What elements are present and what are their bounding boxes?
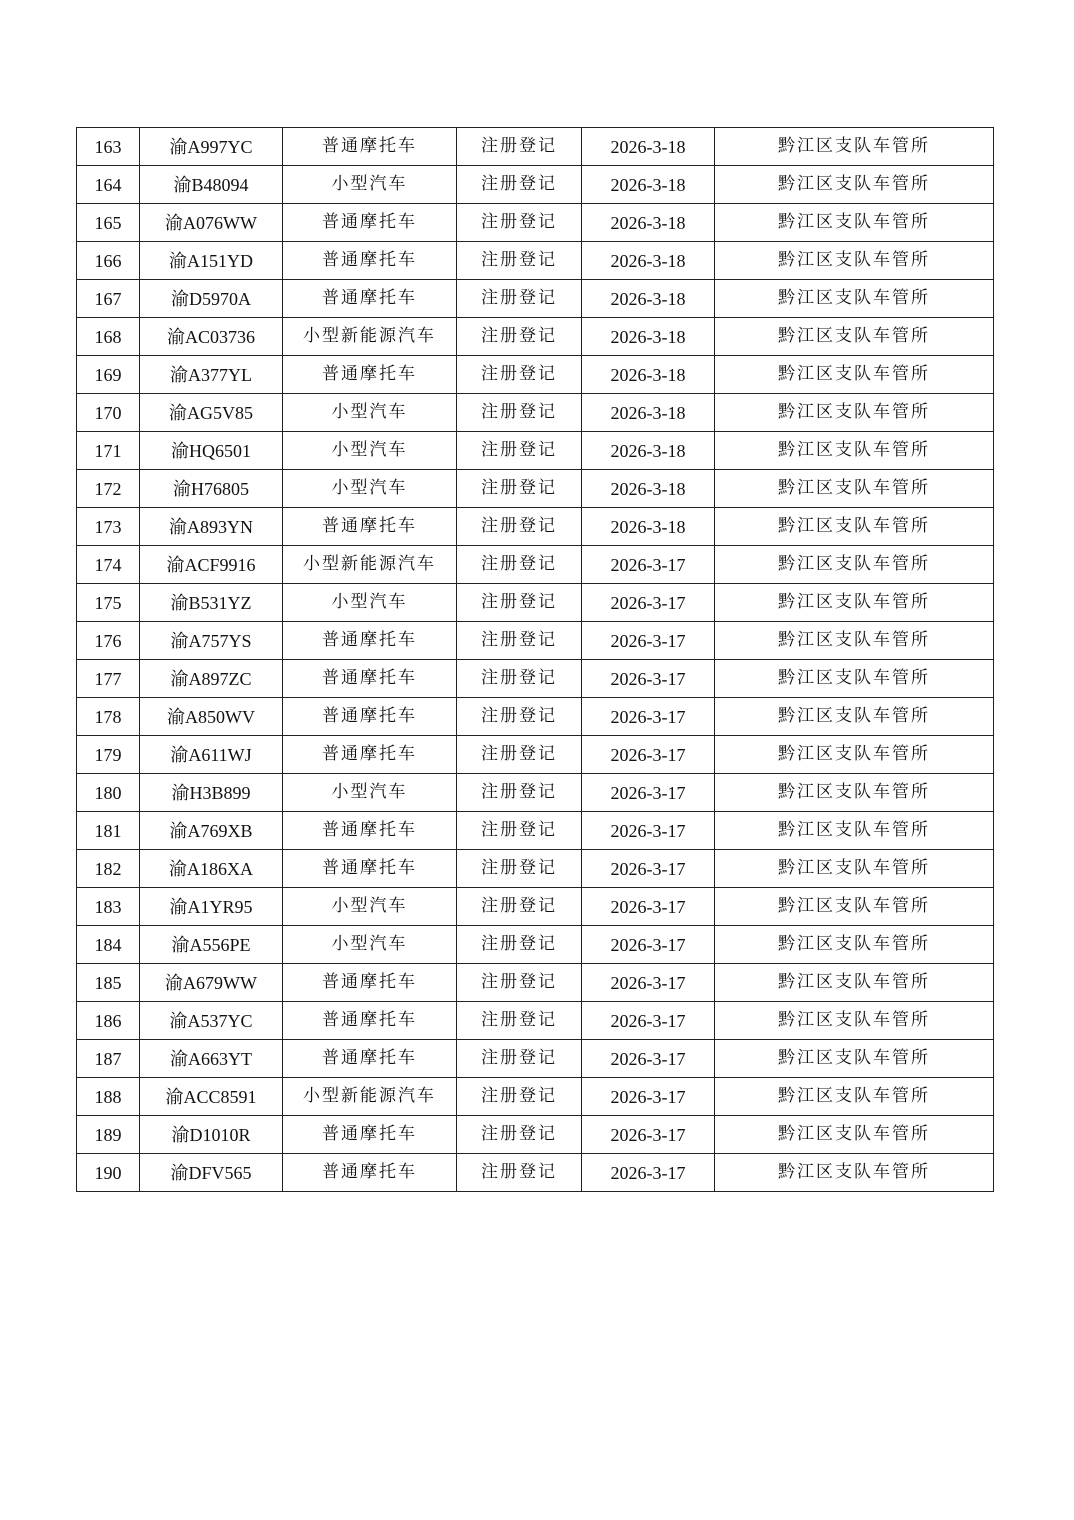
office-cell: 黔江区支队车管所: [715, 432, 994, 470]
office-cell: 黔江区支队车管所: [715, 242, 994, 280]
business-type-cell: 注册登记: [457, 508, 582, 546]
row-number-cell: 166: [77, 242, 140, 280]
vehicle-type-cell: 普通摩托车: [283, 508, 457, 546]
business-type-cell: 注册登记: [457, 1078, 582, 1116]
plate-number-cell: 渝HQ6501: [140, 432, 283, 470]
row-number-cell: 188: [77, 1078, 140, 1116]
vehicle-type-cell: 普通摩托车: [283, 622, 457, 660]
date-cell: 2026-3-18: [582, 128, 715, 166]
vehicle-type-cell: 小型汽车: [283, 470, 457, 508]
table-row: [77, 128, 994, 166]
plate-number-cell: 渝AG5V85: [140, 394, 283, 432]
office-cell: 黔江区支队车管所: [715, 546, 994, 584]
date-cell: 2026-3-17: [582, 584, 715, 622]
office-cell: 黔江区支队车管所: [715, 470, 994, 508]
vehicle-type-cell: 普通摩托车: [283, 204, 457, 242]
plate-number-cell: 渝H76805: [140, 470, 283, 508]
vehicle-type-cell: 小型新能源汽车: [283, 318, 457, 356]
row-number-cell: 189: [77, 1116, 140, 1154]
date-cell: 2026-3-18: [582, 470, 715, 508]
business-type-cell: 注册登记: [457, 1116, 582, 1154]
vehicle-type-cell: 普通摩托车: [283, 1154, 457, 1192]
table-row: [77, 584, 994, 622]
row-number-cell: 182: [77, 850, 140, 888]
office-cell: 黔江区支队车管所: [715, 964, 994, 1002]
table-row: [77, 318, 994, 356]
vehicle-type-cell: 小型汽车: [283, 774, 457, 812]
office-cell: 黔江区支队车管所: [715, 926, 994, 964]
table-body: [77, 128, 994, 1192]
date-cell: 2026-3-18: [582, 166, 715, 204]
date-cell: 2026-3-18: [582, 432, 715, 470]
date-cell: 2026-3-17: [582, 1002, 715, 1040]
vehicle-type-cell: 普通摩托车: [283, 1002, 457, 1040]
office-cell: 黔江区支队车管所: [715, 660, 994, 698]
plate-number-cell: 渝A893YN: [140, 508, 283, 546]
vehicle-type-cell: 普通摩托车: [283, 850, 457, 888]
plate-number-cell: 渝D1010R: [140, 1116, 283, 1154]
vehicle-type-cell: 小型汽车: [283, 926, 457, 964]
business-type-cell: 注册登记: [457, 888, 582, 926]
vehicle-type-cell: 普通摩托车: [283, 1116, 457, 1154]
date-cell: 2026-3-17: [582, 812, 715, 850]
table-row: [77, 1154, 994, 1192]
table-row: [77, 964, 994, 1002]
plate-number-cell: 渝AC03736: [140, 318, 283, 356]
row-number-cell: 175: [77, 584, 140, 622]
row-number-cell: 167: [77, 280, 140, 318]
date-cell: 2026-3-18: [582, 242, 715, 280]
date-cell: 2026-3-18: [582, 394, 715, 432]
office-cell: 黔江区支队车管所: [715, 1002, 994, 1040]
office-cell: 黔江区支队车管所: [715, 166, 994, 204]
plate-number-cell: 渝A679WW: [140, 964, 283, 1002]
table-row: [77, 394, 994, 432]
vehicle-type-cell: 普通摩托车: [283, 736, 457, 774]
row-number-cell: 177: [77, 660, 140, 698]
date-cell: 2026-3-17: [582, 1040, 715, 1078]
office-cell: 黔江区支队车管所: [715, 128, 994, 166]
date-cell: 2026-3-17: [582, 926, 715, 964]
table-row: [77, 508, 994, 546]
row-number-cell: 171: [77, 432, 140, 470]
vehicle-registration-table: [76, 127, 994, 1192]
office-cell: 黔江区支队车管所: [715, 280, 994, 318]
vehicle-type-cell: 小型汽车: [283, 888, 457, 926]
plate-number-cell: 渝ACC8591: [140, 1078, 283, 1116]
row-number-cell: 184: [77, 926, 140, 964]
plate-number-cell: 渝A769XB: [140, 812, 283, 850]
table-row: [77, 660, 994, 698]
business-type-cell: 注册登记: [457, 204, 582, 242]
row-number-cell: 169: [77, 356, 140, 394]
office-cell: 黔江区支队车管所: [715, 394, 994, 432]
plate-number-cell: 渝A537YC: [140, 1002, 283, 1040]
table-row: [77, 242, 994, 280]
plate-number-cell: 渝D5970A: [140, 280, 283, 318]
date-cell: 2026-3-17: [582, 698, 715, 736]
office-cell: 黔江区支队车管所: [715, 204, 994, 242]
business-type-cell: 注册登记: [457, 128, 582, 166]
row-number-cell: 190: [77, 1154, 140, 1192]
vehicle-type-cell: 普通摩托车: [283, 242, 457, 280]
row-number-cell: 185: [77, 964, 140, 1002]
business-type-cell: 注册登记: [457, 1040, 582, 1078]
vehicle-type-cell: 普通摩托车: [283, 1040, 457, 1078]
table-row: [77, 546, 994, 584]
table-row: [77, 1040, 994, 1078]
table-row: [77, 622, 994, 660]
vehicle-type-cell: 普通摩托车: [283, 698, 457, 736]
date-cell: 2026-3-18: [582, 508, 715, 546]
row-number-cell: 183: [77, 888, 140, 926]
vehicle-type-cell: 小型汽车: [283, 166, 457, 204]
table-row: [77, 698, 994, 736]
row-number-cell: 163: [77, 128, 140, 166]
business-type-cell: 注册登记: [457, 774, 582, 812]
plate-number-cell: 渝A186XA: [140, 850, 283, 888]
date-cell: 2026-3-17: [582, 888, 715, 926]
plate-number-cell: 渝DFV565: [140, 1154, 283, 1192]
office-cell: 黔江区支队车管所: [715, 1040, 994, 1078]
plate-number-cell: 渝A757YS: [140, 622, 283, 660]
office-cell: 黔江区支队车管所: [715, 774, 994, 812]
business-type-cell: 注册登记: [457, 1002, 582, 1040]
date-cell: 2026-3-17: [582, 660, 715, 698]
business-type-cell: 注册登记: [457, 622, 582, 660]
table-row: [77, 888, 994, 926]
vehicle-type-cell: 小型汽车: [283, 432, 457, 470]
table-row: [77, 1002, 994, 1040]
table-row: [77, 736, 994, 774]
plate-number-cell: 渝A151YD: [140, 242, 283, 280]
office-cell: 黔江区支队车管所: [715, 1154, 994, 1192]
business-type-cell: 注册登记: [457, 698, 582, 736]
plate-number-cell: 渝A850WV: [140, 698, 283, 736]
business-type-cell: 注册登记: [457, 546, 582, 584]
vehicle-type-cell: 小型汽车: [283, 584, 457, 622]
business-type-cell: 注册登记: [457, 660, 582, 698]
office-cell: 黔江区支队车管所: [715, 584, 994, 622]
plate-number-cell: 渝A1YR95: [140, 888, 283, 926]
business-type-cell: 注册登记: [457, 1154, 582, 1192]
row-number-cell: 174: [77, 546, 140, 584]
table-row: [77, 926, 994, 964]
vehicle-type-cell: 小型新能源汽车: [283, 1078, 457, 1116]
table-row: [77, 1116, 994, 1154]
plate-number-cell: 渝B48094: [140, 166, 283, 204]
plate-number-cell: 渝B531YZ: [140, 584, 283, 622]
date-cell: 2026-3-17: [582, 546, 715, 584]
date-cell: 2026-3-17: [582, 964, 715, 1002]
vehicle-type-cell: 普通摩托车: [283, 280, 457, 318]
business-type-cell: 注册登记: [457, 318, 582, 356]
row-number-cell: 187: [77, 1040, 140, 1078]
plate-number-cell: 渝A897ZC: [140, 660, 283, 698]
office-cell: 黔江区支队车管所: [715, 888, 994, 926]
date-cell: 2026-3-17: [582, 1116, 715, 1154]
date-cell: 2026-3-18: [582, 318, 715, 356]
date-cell: 2026-3-17: [582, 1078, 715, 1116]
office-cell: 黔江区支队车管所: [715, 1078, 994, 1116]
date-cell: 2026-3-18: [582, 204, 715, 242]
table-row: [77, 166, 994, 204]
plate-number-cell: 渝A611WJ: [140, 736, 283, 774]
business-type-cell: 注册登记: [457, 470, 582, 508]
table-row: [77, 356, 994, 394]
row-number-cell: 172: [77, 470, 140, 508]
office-cell: 黔江区支队车管所: [715, 850, 994, 888]
office-cell: 黔江区支队车管所: [715, 508, 994, 546]
business-type-cell: 注册登记: [457, 926, 582, 964]
vehicle-type-cell: 普通摩托车: [283, 964, 457, 1002]
row-number-cell: 178: [77, 698, 140, 736]
office-cell: 黔江区支队车管所: [715, 1116, 994, 1154]
business-type-cell: 注册登记: [457, 394, 582, 432]
business-type-cell: 注册登记: [457, 736, 582, 774]
row-number-cell: 173: [77, 508, 140, 546]
date-cell: 2026-3-18: [582, 280, 715, 318]
office-cell: 黔江区支队车管所: [715, 698, 994, 736]
office-cell: 黔江区支队车管所: [715, 812, 994, 850]
vehicle-type-cell: 普通摩托车: [283, 128, 457, 166]
office-cell: 黔江区支队车管所: [715, 318, 994, 356]
plate-number-cell: 渝A663YT: [140, 1040, 283, 1078]
table-row: [77, 850, 994, 888]
business-type-cell: 注册登记: [457, 850, 582, 888]
row-number-cell: 176: [77, 622, 140, 660]
business-type-cell: 注册登记: [457, 964, 582, 1002]
business-type-cell: 注册登记: [457, 280, 582, 318]
business-type-cell: 注册登记: [457, 432, 582, 470]
plate-number-cell: 渝A556PE: [140, 926, 283, 964]
plate-number-cell: 渝A377YL: [140, 356, 283, 394]
row-number-cell: 181: [77, 812, 140, 850]
plate-number-cell: 渝ACF9916: [140, 546, 283, 584]
office-cell: 黔江区支队车管所: [715, 736, 994, 774]
vehicle-type-cell: 普通摩托车: [283, 660, 457, 698]
table-row: [77, 470, 994, 508]
business-type-cell: 注册登记: [457, 242, 582, 280]
row-number-cell: 168: [77, 318, 140, 356]
office-cell: 黔江区支队车管所: [715, 356, 994, 394]
business-type-cell: 注册登记: [457, 166, 582, 204]
date-cell: 2026-3-17: [582, 1154, 715, 1192]
table-row: [77, 812, 994, 850]
date-cell: 2026-3-17: [582, 850, 715, 888]
plate-number-cell: 渝H3B899: [140, 774, 283, 812]
table-row: [77, 1078, 994, 1116]
row-number-cell: 164: [77, 166, 140, 204]
vehicle-type-cell: 小型汽车: [283, 394, 457, 432]
row-number-cell: 180: [77, 774, 140, 812]
plate-number-cell: 渝A076WW: [140, 204, 283, 242]
table-row: [77, 204, 994, 242]
business-type-cell: 注册登记: [457, 812, 582, 850]
table-row: [77, 432, 994, 470]
table-row: [77, 774, 994, 812]
business-type-cell: 注册登记: [457, 356, 582, 394]
row-number-cell: 179: [77, 736, 140, 774]
business-type-cell: 注册登记: [457, 584, 582, 622]
plate-number-cell: 渝A997YC: [140, 128, 283, 166]
office-cell: 黔江区支队车管所: [715, 622, 994, 660]
row-number-cell: 165: [77, 204, 140, 242]
date-cell: 2026-3-17: [582, 774, 715, 812]
row-number-cell: 186: [77, 1002, 140, 1040]
vehicle-type-cell: 普通摩托车: [283, 356, 457, 394]
vehicle-type-cell: 小型新能源汽车: [283, 546, 457, 584]
table-row: [77, 280, 994, 318]
vehicle-type-cell: 普通摩托车: [283, 812, 457, 850]
row-number-cell: 170: [77, 394, 140, 432]
date-cell: 2026-3-17: [582, 622, 715, 660]
date-cell: 2026-3-18: [582, 356, 715, 394]
date-cell: 2026-3-17: [582, 736, 715, 774]
